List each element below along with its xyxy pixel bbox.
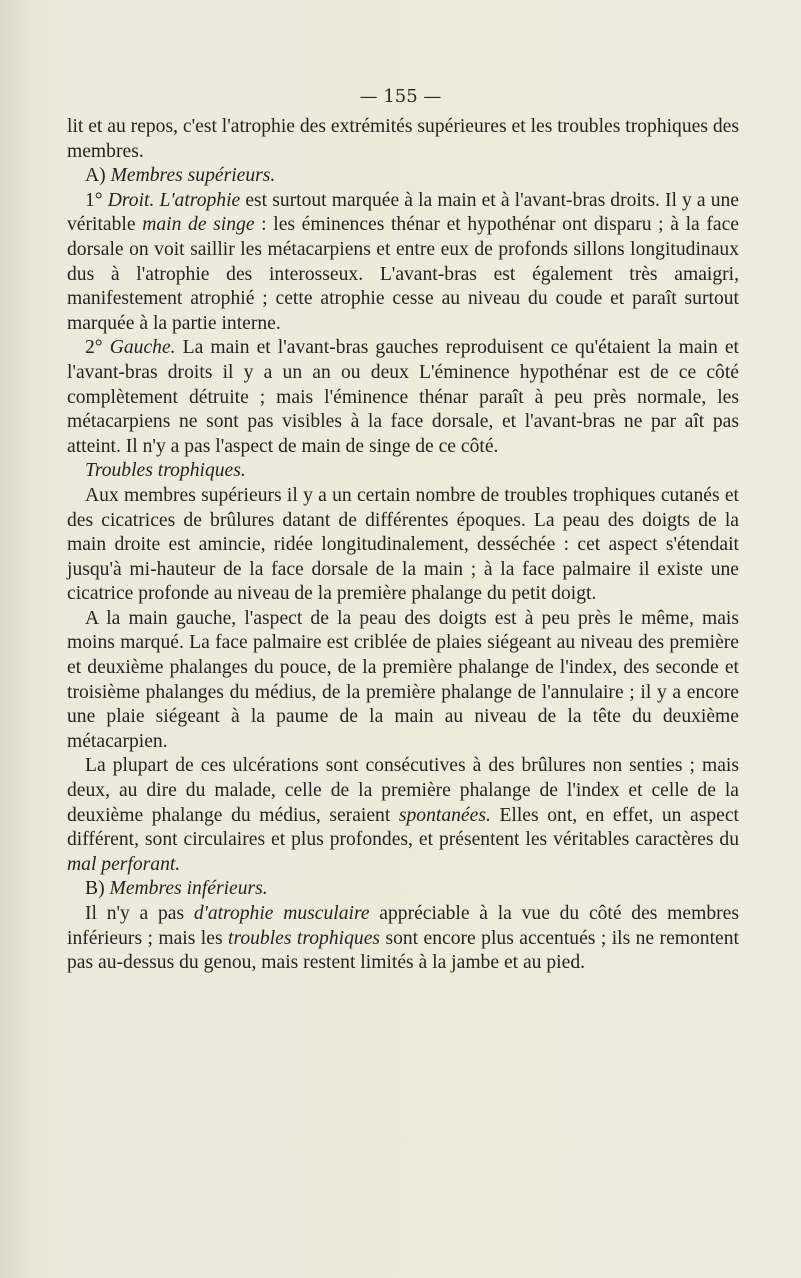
item-number: 2° [85, 337, 110, 359]
paragraph-text: lit et au repos, c'est l'atrophie des extrémités supérieures et les troubles trophiques des membres. [67, 116, 739, 162]
italic-lead: Droit. L'atrophie [107, 189, 241, 211]
section-title: Membres supérieurs. [110, 165, 276, 187]
paragraph-text: : les éminences thénar et hypothénar ont disparu ; à la face dorsale on voit saillir les métacarpiens et entre eux de profonds sillons longitudinaux dus à l'atrophie des interosseux. L'avant-bras est également très amaigri, manifestement atrophié ; cette atrophie cesse au niveau du coude et paraît surtout marquée à la partie interne. [67, 214, 739, 334]
paragraph-gauche [67, 336, 739, 459]
italic-term: main de singe [142, 214, 255, 236]
section-title: Troubles trophiques. [85, 460, 246, 482]
italic-term: spontanées. [398, 804, 491, 826]
paragraph-text: A la main gauche, l'aspect de la peau des doigts est à peu près le même, mais moins marqué. La face palmaire est criblée de plaies siégeant au niveau des première et deuxième phalanges du pouce, de la première phalange de l'index, des seconde et troisième phalanges du médius, de la première phalange de l'annulaire ; il y a encore une plaie siégeant à la paume de la main au niveau de la tête du deuxième métacarpien. [67, 607, 739, 752]
body-text [67, 115, 739, 976]
paragraph-text: Aux membres supérieurs il y a un certain nombre de troubles trophiques cutanés et des cicatrices de brûlures datant de différentes époques. La peau des doigts de la main droite est amincie, ridée longitudinalement, desséchée : cet aspect s'étendait jusqu'à mi-hauteur de la face dorsale de la main ; à la face palmaire il existe une cicatrice profonde au niveau de la première phalange du petit doigt. [67, 484, 739, 605]
section-heading-membres-inferieurs [67, 877, 739, 902]
section-title: Membres inférieurs. [109, 878, 268, 900]
italic-term: d'atrophie musculaire [193, 903, 370, 924]
section-heading-membres-superieurs [67, 164, 739, 189]
paragraph-text: La plupart de ces ulcérations sont consécutives à des brûlures non senties ; mais deux, au dire du malade, celle de la première phalange de l'index et celle de la deuxième phalange du médius, seraient [67, 755, 739, 826]
section-heading-troubles-trophiques [67, 459, 739, 484]
paragraph-main-gauche [67, 607, 739, 755]
paragraph-text: Elles ont, en effet, un aspect différent, sont circulaires et plus profondes, et présentent les véritables caractères du [67, 804, 739, 851]
paragraph-text: sont encore plus accentués ; ils ne remontent pas au-dessus du genou, mais restent limités à la jambe et au pied. [67, 927, 739, 974]
paragraph-intro [67, 115, 739, 164]
section-letter: A) [85, 165, 111, 187]
section-letter: B) [85, 878, 110, 900]
item-number: 1° [85, 189, 108, 211]
italic-term: mal perforant. [67, 853, 181, 875]
paragraph-ulcerations [67, 754, 739, 877]
italic-lead: Gauche. [109, 337, 176, 359]
italic-term: troubles trophiques [228, 927, 381, 949]
page-number: — 155 — [359, 86, 442, 107]
paragraph-droit [67, 189, 739, 337]
paragraph-text: Il n'y a pas [85, 903, 194, 924]
paragraph-text: appréciable à la vue du côté des membres inférieurs ; mais les [67, 903, 739, 949]
paragraph-membres-inferieurs [67, 902, 739, 976]
paragraph-troubles-superieurs [67, 484, 739, 607]
paragraph-text: La main et l'avant-bras gauches reproduisent ce qu'étaient la main et l'avant-bras droits il y a un an ou deux L'éminence hypothénar est de ce côté complètement détruite ; mais l'éminence thénar paraît à peu près normale, les métacarpiens ne sont pas visibles à la face dorsale, et l'avant-bras ne par aît pas atteint. Il n'y a pas l'aspect de main de singe de ce côté. [67, 337, 740, 457]
paragraph-text: est surtout marquée à la main et à l'avant-bras droits. Il y a une véritable [67, 189, 739, 236]
